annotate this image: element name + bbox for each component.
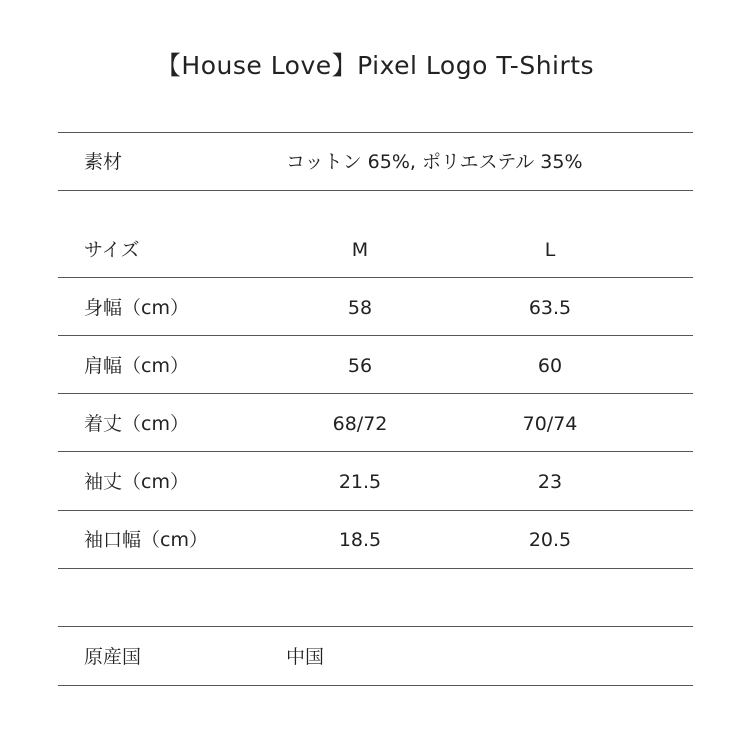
table-row-label: 袖丈（cm） — [84, 471, 189, 493]
table-row-label: 着丈（cm） — [84, 413, 189, 435]
table-cell-l: 23 — [537, 471, 563, 493]
size-header-m: M — [351, 239, 369, 261]
divider-size-header — [58, 277, 693, 278]
table-cell-l: 70/74 — [522, 413, 578, 435]
origin-value: 中国 — [286, 646, 325, 668]
divider-origin-bottom — [58, 685, 693, 686]
size-header-label: サイズ — [84, 239, 140, 261]
table-cell-m: 56 — [347, 355, 373, 377]
divider-material — [58, 190, 693, 191]
table-cell-m: 21.5 — [338, 471, 382, 493]
divider-origin-top — [58, 626, 693, 627]
size-header-l: L — [544, 239, 556, 261]
divider-row — [58, 510, 693, 511]
table-cell-l: 63.5 — [528, 297, 572, 319]
table-cell-m: 68/72 — [332, 413, 388, 435]
table-cell-m: 58 — [347, 297, 373, 319]
origin-label: 原産国 — [84, 646, 142, 668]
table-row-label: 肩幅（cm） — [84, 355, 189, 377]
table-cell-l: 20.5 — [528, 529, 572, 551]
table-cell-m: 18.5 — [338, 529, 382, 551]
divider-row — [58, 393, 693, 394]
table-row-label: 身幅（cm） — [84, 297, 189, 319]
material-value: コットン 65%, ポリエステル 35% — [286, 151, 583, 173]
divider-top — [58, 132, 693, 133]
table-cell-l: 60 — [537, 355, 563, 377]
divider-row — [58, 451, 693, 452]
material-label: 素材 — [84, 151, 123, 173]
divider-row — [58, 335, 693, 336]
table-row-label: 袖口幅（cm） — [84, 529, 208, 551]
page-title: 【House Love】Pixel Logo T-Shirts — [155, 51, 595, 80]
divider-size-bottom — [58, 568, 693, 569]
